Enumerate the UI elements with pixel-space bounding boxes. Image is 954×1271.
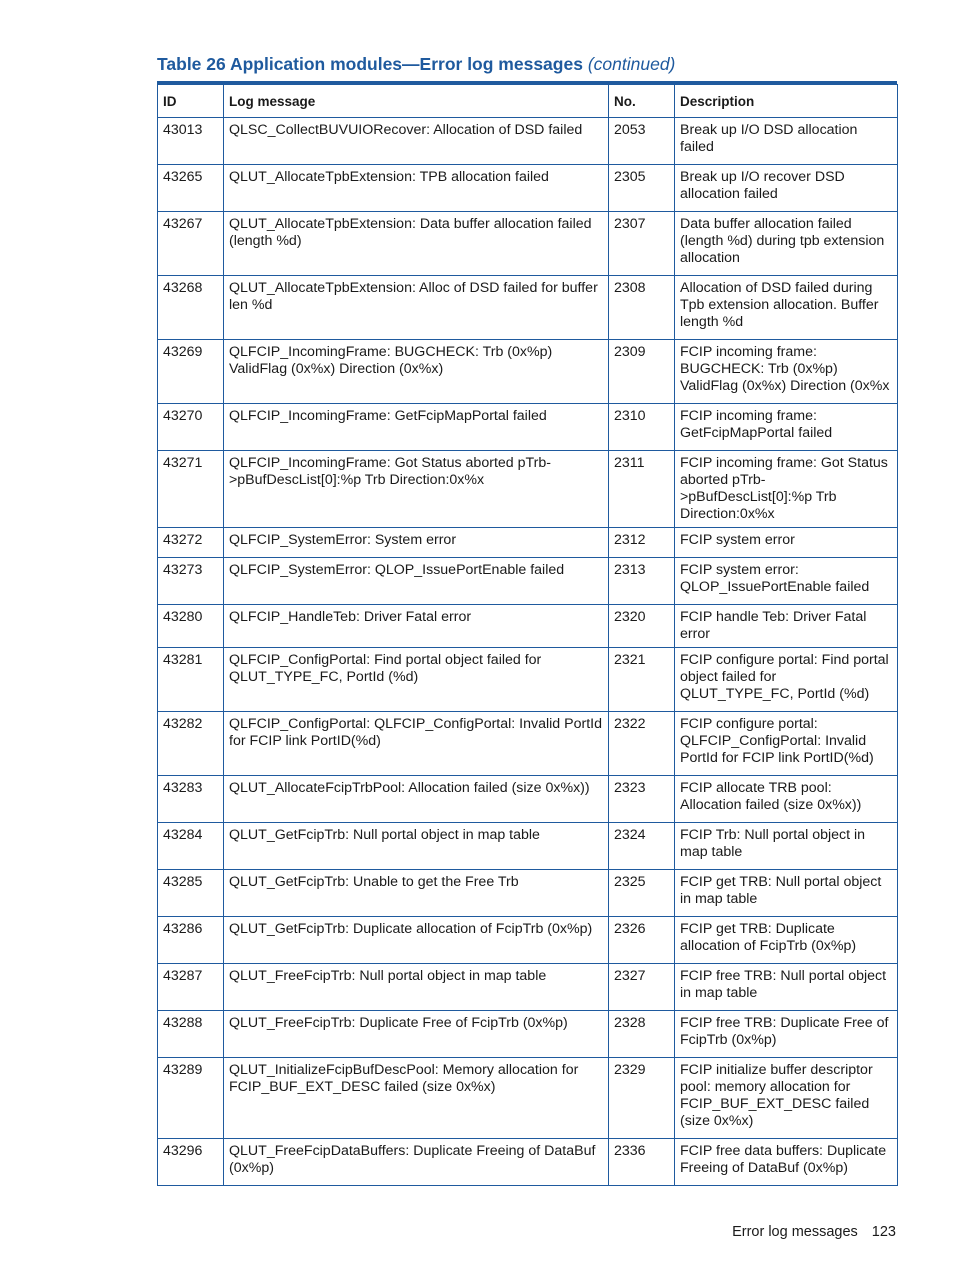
cell-description: Allocation of DSD failed during Tpb extension allocation. Buffer length %d [675,276,898,340]
cell-id: 43283 [158,776,224,823]
cell-log-message: QLFCIP_SystemError: System error [224,528,609,558]
cell-id: 43280 [158,605,224,648]
table-row [158,870,898,917]
cell-id: 43284 [158,823,224,870]
cell-no: 2311 [609,451,675,528]
cell-description: FCIP free TRB: Null portal object in map table [675,964,898,1011]
table-row [158,648,898,712]
cell-no: 2322 [609,712,675,776]
cell-no: 2313 [609,558,675,605]
cell-log-message: QLFCIP_ConfigPortal: Find portal object failed for QLUT_TYPE_FC, PortId (%d) [224,648,609,712]
cell-no: 2305 [609,165,675,212]
cell-description: FCIP free TRB: Duplicate Free of FcipTrb (0x%p) [675,1011,898,1058]
cell-log-message: QLUT_GetFcipTrb: Unable to get the Free Trb [224,870,609,917]
cell-description: Break up I/O recover DSD allocation failed [675,165,898,212]
column-header-id: ID [158,85,224,118]
cell-log-message: QLUT_AllocateTpbExtension: Alloc of DSD failed for buffer len %d [224,276,609,340]
cell-log-message: QLUT_FreeFcipTrb: Null portal object in map table [224,964,609,1011]
cell-id: 43268 [158,276,224,340]
cell-description: FCIP free data buffers: Duplicate Freeing of DataBuf (0x%p) [675,1139,898,1186]
table-row [158,276,898,340]
cell-description: FCIP configure portal: Find portal object failed for QLUT_TYPE_FC, PortId (%d) [675,648,898,712]
table-row [158,451,898,528]
cell-no: 2329 [609,1058,675,1139]
cell-description: FCIP allocate TRB pool: Allocation failed (size 0x%x)) [675,776,898,823]
cell-id: 43289 [158,1058,224,1139]
cell-description: Break up I/O DSD allocation failed [675,118,898,165]
cell-no: 2328 [609,1011,675,1058]
cell-id: 43286 [158,917,224,964]
cell-description: FCIP incoming frame: BUGCHECK: Trb (0x%p) ValidFlag (0x%x) Direction (0x%x [675,340,898,404]
cell-no: 2325 [609,870,675,917]
table-row [158,340,898,404]
cell-log-message: QLUT_GetFcipTrb: Null portal object in map table [224,823,609,870]
table-row [158,165,898,212]
cell-log-message: QLSC_CollectBUVUIORecover: Allocation of DSD failed [224,118,609,165]
cell-id: 43270 [158,404,224,451]
cell-no: 2309 [609,340,675,404]
cell-description: FCIP system error [675,528,898,558]
table-header-row [158,85,898,118]
table-row [158,776,898,823]
table-row [158,558,898,605]
cell-log-message: QLUT_FreeFcipTrb: Duplicate Free of FcipTrb (0x%p) [224,1011,609,1058]
footer-section-title: Error log messages [732,1224,858,1240]
cell-id: 43013 [158,118,224,165]
cell-description: FCIP get TRB: Null portal object in map table [675,870,898,917]
table-row [158,1011,898,1058]
cell-no: 2324 [609,823,675,870]
table-row [158,964,898,1011]
cell-log-message: QLFCIP_IncomingFrame: BUGCHECK: Trb (0x%p) ValidFlag (0x%x) Direction (0x%x) [224,340,609,404]
cell-description: FCIP configure portal: QLFCIP_ConfigPortal: Invalid PortId for FCIP link PortID(%d) [675,712,898,776]
cell-no: 2310 [609,404,675,451]
table-row [158,1058,898,1139]
column-header-log-message: Log message [224,85,609,118]
cell-no: 2326 [609,917,675,964]
cell-log-message: QLUT_GetFcipTrb: Duplicate allocation of FcipTrb (0x%p) [224,917,609,964]
cell-id: 43267 [158,212,224,276]
table-row [158,917,898,964]
cell-log-message: QLUT_InitializeFcipBufDescPool: Memory allocation for FCIP_BUF_EXT_DESC failed (size 0x%x) [224,1058,609,1139]
cell-id: 43285 [158,870,224,917]
cell-id: 43281 [158,648,224,712]
cell-log-message: QLFCIP_SystemError: QLOP_IssuePortEnable failed [224,558,609,605]
error-log-table [157,84,898,1186]
cell-no: 2307 [609,212,675,276]
cell-id: 43265 [158,165,224,212]
table-row [158,528,898,558]
cell-log-message: QLUT_AllocateFcipTrbPool: Allocation failed (size 0x%x)) [224,776,609,823]
cell-log-message: QLFCIP_HandleTeb: Driver Fatal error [224,605,609,648]
cell-description: FCIP system error: QLOP_IssuePortEnable failed [675,558,898,605]
cell-no: 2323 [609,776,675,823]
table-row [158,823,898,870]
cell-log-message: QLUT_AllocateTpbExtension: TPB allocation failed [224,165,609,212]
cell-log-message: QLUT_FreeFcipDataBuffers: Duplicate Freeing of DataBuf (0x%p) [224,1139,609,1186]
table-continued-label: (continued) [587,54,676,74]
table-caption [157,54,897,75]
cell-log-message: QLUT_AllocateTpbExtension: Data buffer allocation failed (length %d) [224,212,609,276]
cell-description: FCIP incoming frame: GetFcipMapPortal failed [675,404,898,451]
table-title: Table 26 Application modules—Error log messages [157,54,583,74]
cell-id: 43272 [158,528,224,558]
cell-description: FCIP incoming frame: Got Status aborted pTrb->pBufDescList[0]:%p Trb Direction:0x%x [675,451,898,528]
table-row [158,404,898,451]
cell-id: 43287 [158,964,224,1011]
cell-id: 43269 [158,340,224,404]
cell-id: 43296 [158,1139,224,1186]
page-number: 123 [871,1224,896,1240]
cell-description: FCIP handle Teb: Driver Fatal error [675,605,898,648]
cell-no: 2312 [609,528,675,558]
cell-no: 2321 [609,648,675,712]
table-row [158,1139,898,1186]
column-header-description: Description [675,85,898,118]
table-row [158,212,898,276]
cell-log-message: QLFCIP_ConfigPortal: QLFCIP_ConfigPortal: Invalid PortId for FCIP link PortID(%d) [224,712,609,776]
cell-description: FCIP initialize buffer descriptor pool: memory allocation for FCIP_BUF_EXT_DESC failed (size 0x%x) [675,1058,898,1139]
cell-no: 2336 [609,1139,675,1186]
cell-id: 43288 [158,1011,224,1058]
cell-no: 2308 [609,276,675,340]
table-row [158,118,898,165]
cell-no: 2320 [609,605,675,648]
cell-no: 2327 [609,964,675,1011]
table-row [158,605,898,648]
cell-id: 43282 [158,712,224,776]
column-header-no: No. [609,85,675,118]
cell-description: Data buffer allocation failed (length %d) during tpb extension allocation [675,212,898,276]
page-footer [732,1224,896,1240]
cell-id: 43271 [158,451,224,528]
cell-log-message: QLFCIP_IncomingFrame: Got Status aborted pTrb->pBufDescList[0]:%p Trb Direction:0x%x [224,451,609,528]
cell-description: FCIP Trb: Null portal object in map table [675,823,898,870]
table-row [158,712,898,776]
cell-log-message: QLFCIP_IncomingFrame: GetFcipMapPortal failed [224,404,609,451]
cell-id: 43273 [158,558,224,605]
cell-no: 2053 [609,118,675,165]
cell-description: FCIP get TRB: Duplicate allocation of FcipTrb (0x%p) [675,917,898,964]
